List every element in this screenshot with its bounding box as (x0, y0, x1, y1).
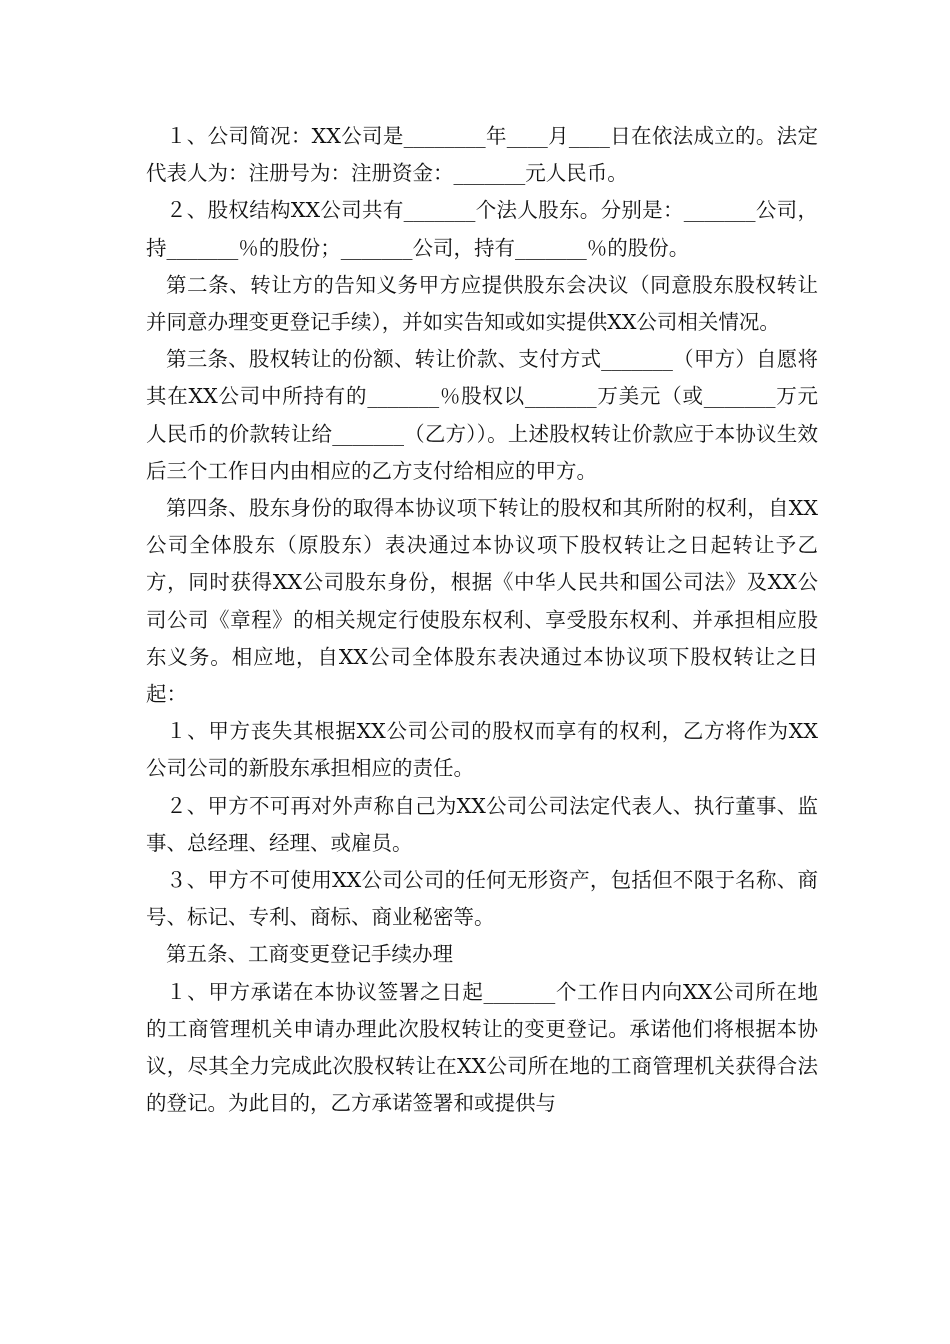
paragraph-equity-structure: ２、股权结构XX公司共有_______个法人股东。分别是：_______公司，持_______％的股份；_______公司，持有_______％的股份。 (146, 198, 818, 260)
paragraph-article-4: 第四条、股东身份的取得本协议项下转让的股权和其所附的权利，自XX公司全体股东（原股东）表决通过本协议项下股权转让之日起转让予乙方，同时获得XX公司股东身份，根据《中华人民共和国公司法》及XX公司公司《章程》的相关规定行使股东权利、享受股东权利、并承担相应股东义务。相应地，自XX公司全体股东表决通过本协议项下股权转让之日起： (146, 496, 818, 707)
paragraph-article-5-heading: 第五条、工商变更登记手续办理 (166, 942, 453, 967)
paragraph-article-5-item-1: １、甲方承诺在本协议签署之日起_______个工作日内向XX公司所在地的工商管理机关申请办理此次股权转让的变更登记。承诺他们将根据本协议，尽其全力完成此次股权转让在XX公司所在地的工商管理机关获得合法的登记。为此目的，乙方承诺签署和或提供与 (146, 979, 818, 1116)
paragraph-article-4-item-1: １、甲方丧失其根据XX公司公司的股权而享有的权利，乙方将作为XX公司公司的新股东承担相应的责任。 (146, 719, 818, 781)
paragraph-article-4-item-3: ３、甲方不可使用XX公司公司的任何无形资产，包括但不限于名称、商号、标记、专利、商标、商业秘密等。 (146, 868, 818, 930)
paragraph-company-overview: １、公司简况：XX公司是________年____月____日在依法成立的。法定代表人为：注册号为：注册资金：_______元人民币。 (146, 124, 818, 186)
paragraph-article-2: 第二条、转让方的告知义务甲方应提供股东会决议（同意股东股权转让并同意办理变更登记手续），并如实告知或如实提供XX公司相关情况。 (146, 272, 818, 335)
paragraph-article-3: 第三条、股权转让的份额、转让价款、支付方式_______（甲方）自愿将其在XX公司中所持有的_______％股权以_______万美元（或_______万元人民币的价款转让给_______（乙方））。上述股权转让价款应于本协议生效后三个工作日内由相应的乙方支付给相应的甲方。 (146, 347, 818, 483)
document-body (146, 118, 818, 1122)
paragraph-article-4-item-2: ２、甲方不可再对外声称自己为XX公司公司法定代表人、执行董事、监事、总经理、经理、或雇员。 (146, 793, 818, 855)
